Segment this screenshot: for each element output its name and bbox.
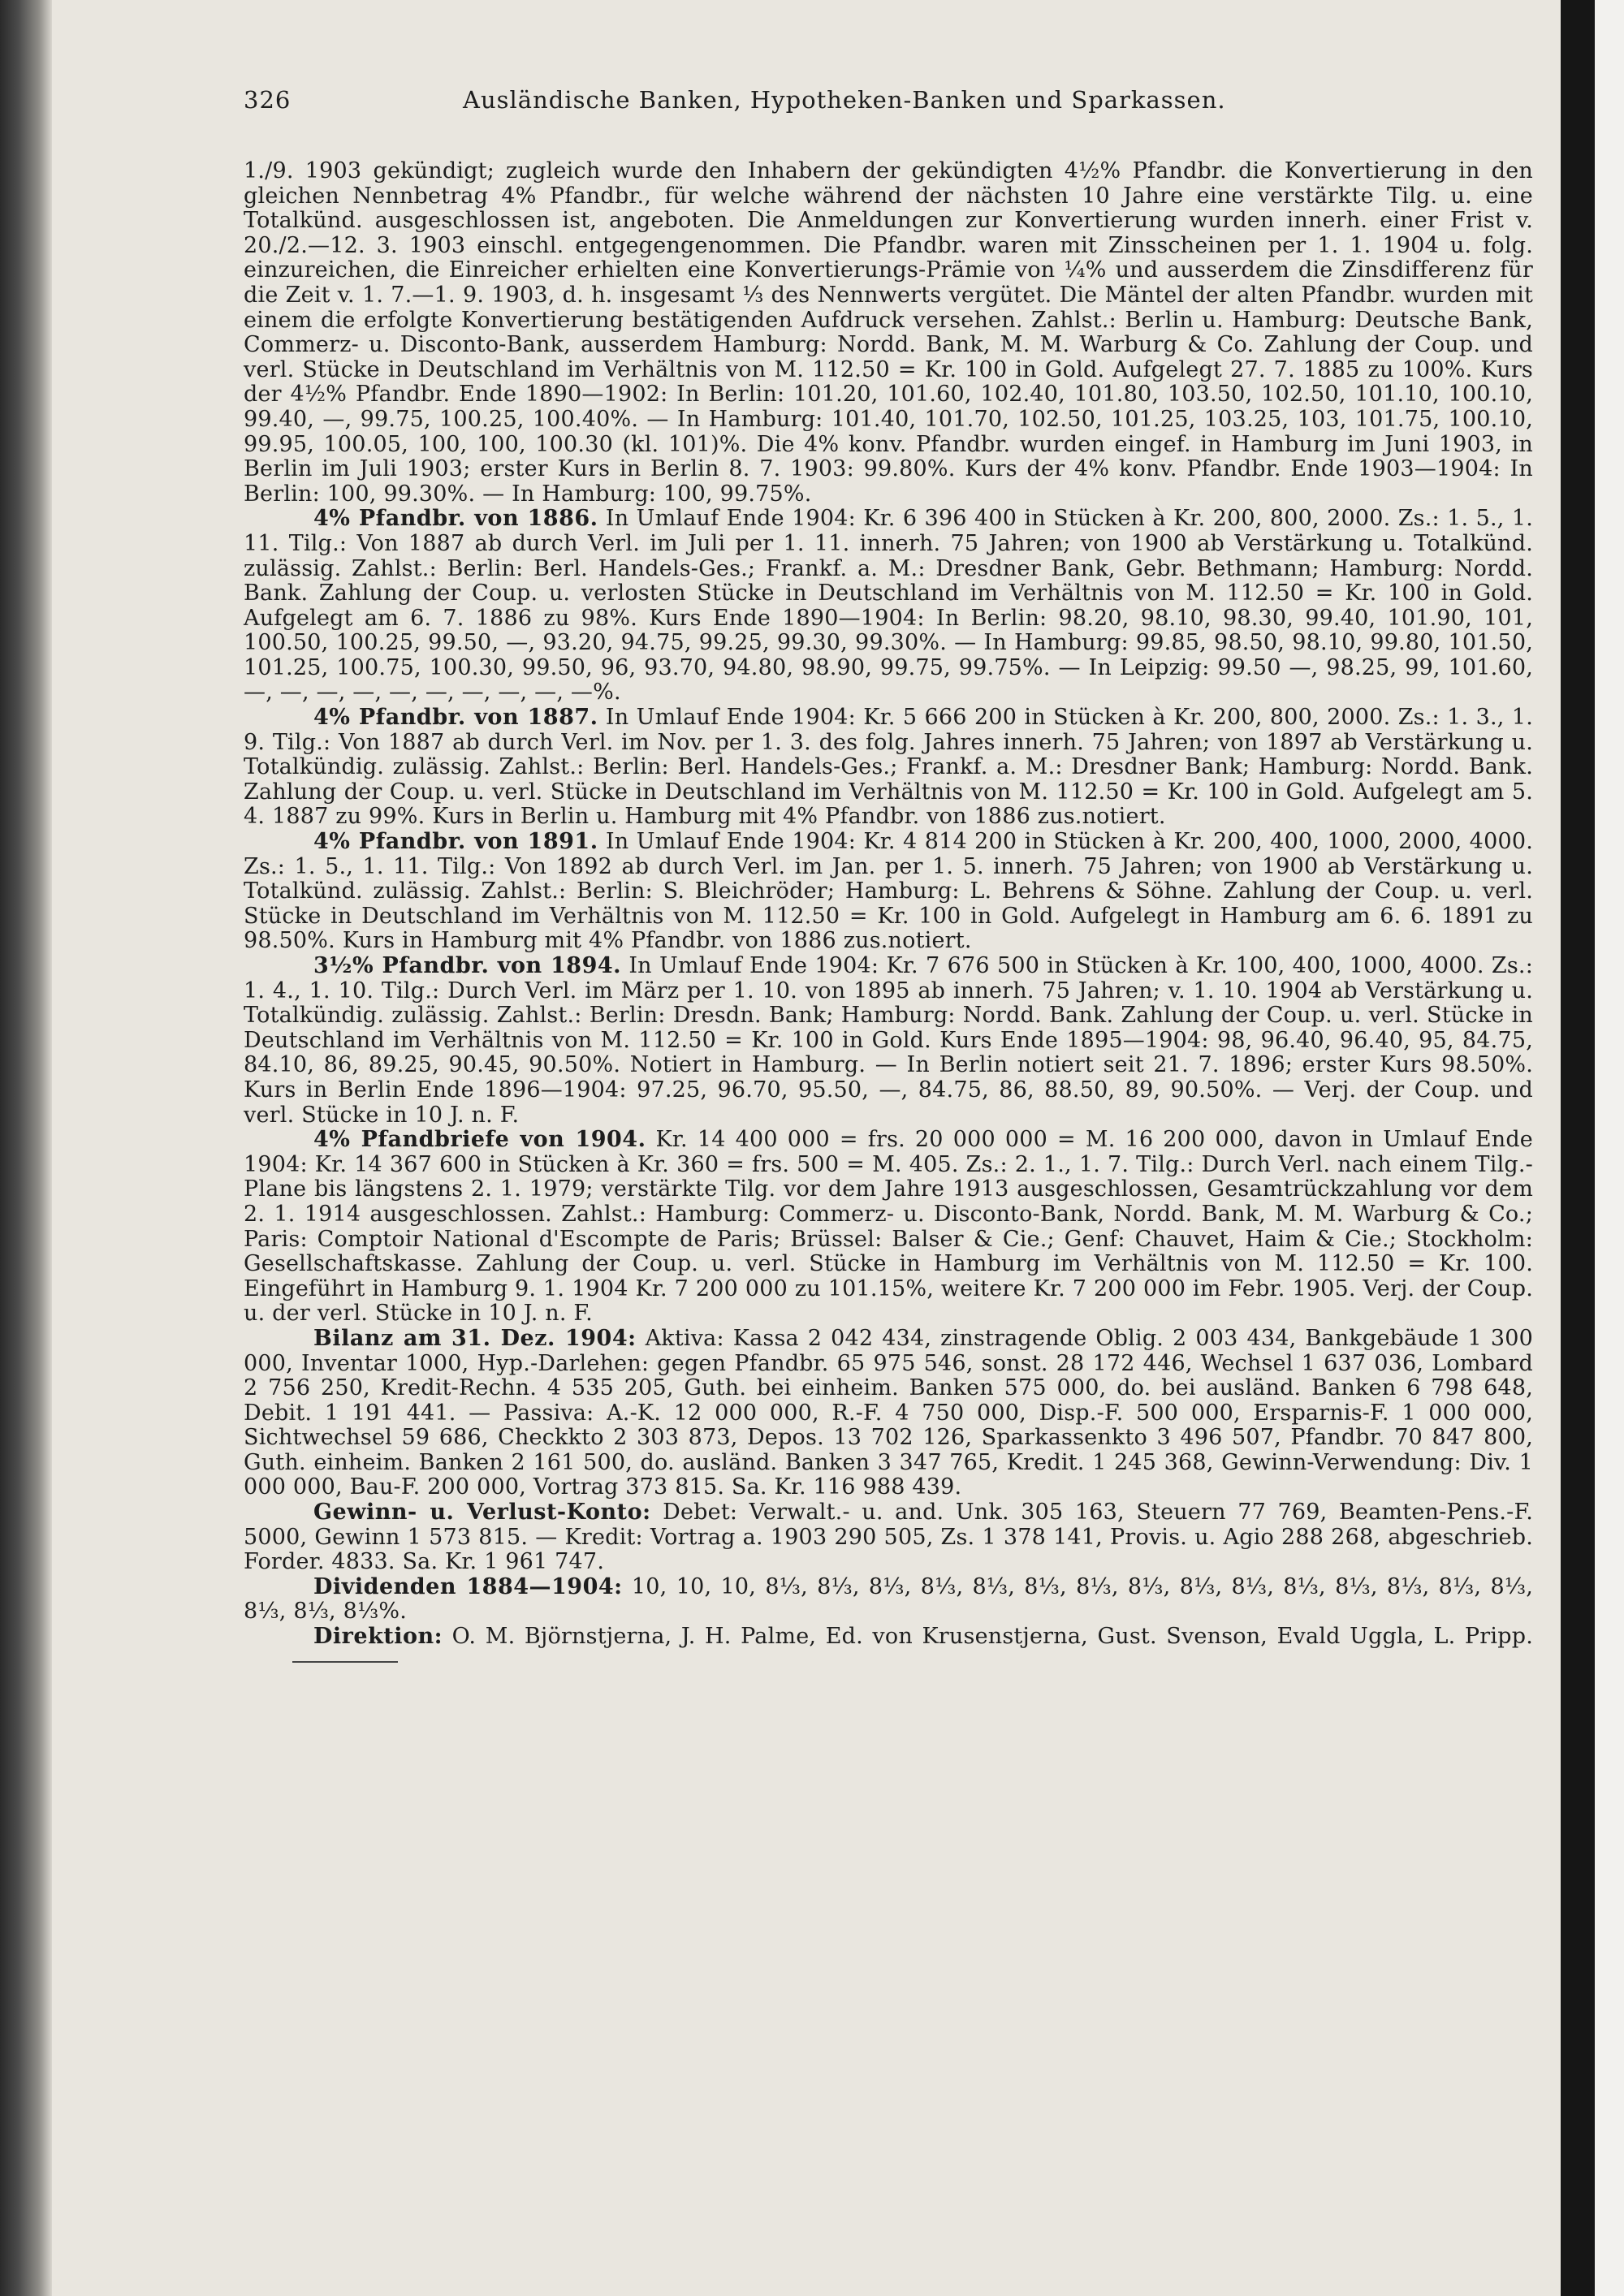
entry-heading: Direktion: (313, 1624, 443, 1650)
paragraph (244, 706, 1533, 830)
entry-heading: 4% Pfandbr. von 1891. (313, 829, 598, 855)
entry-heading: 4% Pfandbriefe von 1904. (313, 1127, 646, 1153)
paragraph (244, 954, 1533, 1128)
entry-heading: Bilanz am 31. Dez. 1904: (313, 1325, 637, 1351)
paragraph (244, 1500, 1533, 1575)
scan-right-edge-bar (1561, 0, 1595, 2296)
paragraph (244, 830, 1533, 954)
page-header (244, 88, 1533, 135)
entry-text: Kr. 14 400 000 = frs. 20 000 000 = M. 16 200 000, davon in Umlauf Ende 1904: Kr. 14 367 600 in Stücken à Kr. 360 = frs. 500 = M. 405. Zs.: 2. 1., 1. 7. Tilg.: Durch Verl. nach einem Tilg.-Plane bis längstens 2. 1. 1979; verstärkte Tilg. vor dem Jahre 1913 ausgeschlossen, Gesamtrückzahlung vor dem 2. 1. 1914 ausgeschlossen. Zahlst.: Hamburg: Commerz- u. Disconto-Bank, Nordd. Bank, M. M. Warburg & Co.; Paris: Comptoir National d'Escompte de Paris; Brüssel: Balser & Cie.; Genf: Chauvet, Haim & Cie.; Stockholm: Gesellschaftskasse. Zahlung der Coup. u. verl. Stücke in Hamburg im Verhältnis von M. 112.50 = Kr. 100. Eingeführt in Hamburg 9. 1. 1904 Kr. 7 200 000 zu 101.15%, weitere Kr. 7 200 000 im Febr. 1905. Verj. der Coup. u. der verl. Stücke in 10 J. n. F. (244, 1127, 1533, 1327)
entry-heading: Gewinn- u. Verlust-Konto: (313, 1500, 651, 1526)
entry-heading: 4% Pfandbr. von 1887. (313, 705, 598, 731)
body-text (244, 159, 1533, 1674)
entry-text: In Umlauf Ende 1904: Kr. 7 676 500 in Stücken à Kr. 100, 400, 1000, 4000. Zs.: 1. 4., 1. 10. Tilg.: Durch Verl. im März per 1. 10. von 1895 ab innerh. 75 Jahren; v. 1. 10. 1904 ab Verstärkung u. Totalkündig. zulässig. Zahlst.: Berlin: Dresdn. Bank; Hamburg: Nordd. Bank. Zahlung der Coup. u. verl. Stücke in Deutschland im Verhältnis von M. 112.50 = Kr. 100 in Gold. Kurs Ende 1895—1904: 98, 96.40, 96.40, 95, 84.75, 84.10, 86, 89.25, 90.45, 90.50%. Notiert in Hamburg. — In Berlin notiert seit 21. 7. 1896; erster Kurs 98.50%. Kurs in Berlin Ende 1896—1904: 97.25, 96.70, 95.50, —, 84.75, 86, 88.50, 89, 90.50%. — Verj. der Coup. und verl. Stücke in 10 J. n. F. (244, 953, 1534, 1128)
entry-text: 10, 10, 10, 8⅓, 8⅓, 8⅓, 8⅓, 8⅓, 8⅓, 8⅓, 8⅓, 8⅓, 8⅓, 8⅓, 8⅓, 8⅓, 8⅓, 8⅓, 8⅓, 8⅓, 8⅓%. (244, 1573, 1533, 1625)
entry-heading: 3½% Pfandbr. von 1894. (313, 953, 622, 978)
entry-text: In Umlauf Ende 1904: Kr. 5 666 200 in Stücken à Kr. 200, 800, 2000. Zs.: 1. 3., 1. 9. Tilg.: Von 1887 ab durch Verl. im Nov. per 1. 3. des folg. Jahres innerh. 75 Jahren; von 1897 ab Verstärkung u. Totalkündig. zulässig. Zahlst.: Berlin: Berl. Handels-Ges.; Frankf. a. M.: Dresdner Bank; Hamburg: Nordd. Bank. Zahlung der Coup. u. verl. Stücke in Deutschland im Verhältnis von M. 112.50 = Kr. 100 in Gold. Aufgelegt am 5. 4. 1887 zu 99%. Kurs in Berlin u. Hamburg mit 4% Pfandbr. von 1886 zus.notiert. (244, 705, 1533, 830)
entry-text: Debet: Verwalt.- u. and. Unk. 305 163, Steuern 77 769, Beamten-Pens.-F. 5000, Gewinn 1 573 815. — Kredit: Vortrag a. 1903 290 505, Zs. 1 378 141, Provis. u. Agio 288 268, abgeschrieb. Forder. 4833. Sa. Kr. 1 961 747. (244, 1500, 1534, 1575)
paragraph (244, 1327, 1533, 1500)
paragraph (244, 1625, 1533, 1674)
running-title: Ausländische Banken, Hypotheken-Banken und Sparkassen. (463, 86, 1226, 114)
paragraph (244, 507, 1533, 706)
paragraph (244, 159, 1533, 507)
entry-text: Aktiva: Kassa 2 042 434, zinstragende Oblig. 2 003 434, Bankgebäude 1 300 000, Inventar 1000, Hyp.-Darlehen: gegen Pfandbr. 65 975 546, sonst. 28 172 446, Wechsel 1 637 036, Lombard 2 756 250, Kredit-Rechn. 4 535 205, Guth. bei einheim. Banken 575 000, do. bei ausländ. Banken 6 798 648, Debit. 1 191 441. — Passiva: A.-K. 12 000 000, R.-F. 4 750 000, Disp.-F. 500 000, Ersparnis-F. 1 000 000, Sichtwechsel 59 686, Checkkto 2 303 873, Depos. 13 702 126, Sparkassenkto 3 496 507, Pfandbr. 70 847 800, Guth. einheim. Banken 2 161 500, do. ausländ. Banken 3 347 765, Kredit. 1 245 368, Gewinn-Verwendung: Div. 1 000 000, Bau-F. 200 000, Vortrag 373 815. Sa. Kr. 116 988 439. (244, 1325, 1534, 1500)
page-number: 326 (244, 86, 292, 114)
entry-text: In Umlauf Ende 1904: Kr. 6 396 400 in Stücken à Kr. 200, 800, 2000. Zs.: 1. 5., 1. 11. Tilg.: Von 1887 ab durch Verl. im Juli per 1. 11. innerh. 75 Jahren; von 1900 ab Verstärkung u. Totalkünd. zulässig. Zahlst.: Berlin: Berl. Handels-Ges.; Frankf. a. M.: Dresdner Bank, Gebr. Bethmann; Hamburg: Nordd. Bank. Zahlung der Coup. u. verlosten Stücke in Deutschland im Verhältnis von M. 112.50 = Kr. 100 in Gold. Aufgelegt am 6. 7. 1886 zu 98%. Kurs Ende 1890—1904: In Berlin: 98.20, 98.10, 98.30, 99.40, 101.90, 101, 100.50, 100.25, 99.50, —, 93.20, 94.75, 99.25, 99.30, 99.30%. — In Hamburg: 99.85, 98.50, 98.10, 99.80, 101.50, 101.25, 100.75, 100.30, 99.50, 96, 93.70, 94.80, 98.90, 99.75, 99.75%. — In Leipzig: 99.50 —, 98.25, 99, 101.60, —, —, —, —, —, —, —, —, —, —%. (244, 506, 1533, 706)
entry-heading: Dividenden 1884—1904: (313, 1573, 623, 1599)
end-rule (292, 1661, 398, 1663)
scan-right-margin (1595, 0, 1624, 2296)
entry-text: In Umlauf Ende 1904: Kr. 4 814 200 in Stücken à Kr. 200, 400, 1000, 2000, 4000. Zs.: 1. 5., 1. 11. Tilg.: Von 1892 ab durch Verl. im Jan. per 1. 5. innerh. 75 Jahren; von 1900 ab Verstärkung u. Totalkünd. zulässig. Zahlst.: Berlin: S. Bleichröder; Hamburg: L. Behrens & Söhne. Zahlung der Coup. u. verl. Stücke in Deutschland im Verhältnis von M. 112.50 = Kr. 100 in Gold. Aufgelegt in Hamburg am 6. 6. 1891 zu 98.50%. Kurs in Hamburg mit 4% Pfandbr. von 1886 zus.notiert. (244, 829, 1533, 954)
paragraph (244, 1575, 1533, 1625)
entry-heading: 4% Pfandbr. von 1886. (313, 506, 598, 532)
page (244, 88, 1533, 1674)
entry-text: 1./9. 1903 gekündigt; zugleich wurde den Inhabern der gekündigten 4½% Pfandbr. die Konvertierung in den gleichen Nennbetrag 4% Pfandbr., für welche während der nächsten 10 Jahre eine verstärkte Tilg. u. eine Totalkünd. ausgeschlossen ist, angeboten. Die Anmeldungen zur Konvertierung wurden innerh. einer Frist v. 20./2.—12. 3. 1903 einschl. entgegengenommen. Die Pfandbr. waren mit Zinsscheinen per 1. 1. 1904 u. folg. einzureichen, die Einreicher erhielten eine Konvertierungs-Prämie von ¼% und ausserdem die Zinsdifferenz für die Zeit v. 1. 7.—1. 9. 1903, d. h. insgesamt ⅓ des Nennwerts vergütet. Die Mäntel der alten Pfandbr. wurden mit einem die erfolgte Konvertierung bestätigenden Aufdruck versehen. Zahlst.: Berlin u. Hamburg: Deutsche Bank, Commerz- u. Disconto-Bank, ausserdem Hamburg: Nordd. Bank, M. M. Warburg & Co. Zahlung der Coup. und verl. Stücke in Deutschland im Verhältnis von M. 112.50 = Kr. 100 in Gold. Aufgelegt 27. 7. 1885 zu 100%. Kurs der 4½% Pfandbr. Ende 1890—1902: In Berlin: 101.20, 101.60, 102.40, 101.80, 103.50, 102.50, 101.10, 100.10, 99.40, —, 99.75, 100.25, 100.40%. — In Hamburg: 101.40, 101.70, 102.50, 101.25, 103.25, 103, 101.75, 100.10, 99.95, 100.05, 100, 100, 100.30 (kl. 101)%. Die 4% konv. Pfandbr. wurden eingef. in Hamburg im Juni 1903, in Berlin im Juli 1903; erster Kurs in Berlin 8. 7. 1903: 99.80%. Kurs der 4% konv. Pfandbr. Ende 1903—1904: In Berlin: 100, 99.30%. — In Hamburg: 100, 99.75%. (244, 158, 1533, 507)
entry-text: O. M. Björnstjerna, J. H. Palme, Ed. von Krusenstjerna, Gust. Svenson, Evald Uggla, L. Pripp. (443, 1624, 1533, 1650)
paragraph (244, 1128, 1533, 1327)
scan-left-edge-shadow (0, 0, 52, 2296)
